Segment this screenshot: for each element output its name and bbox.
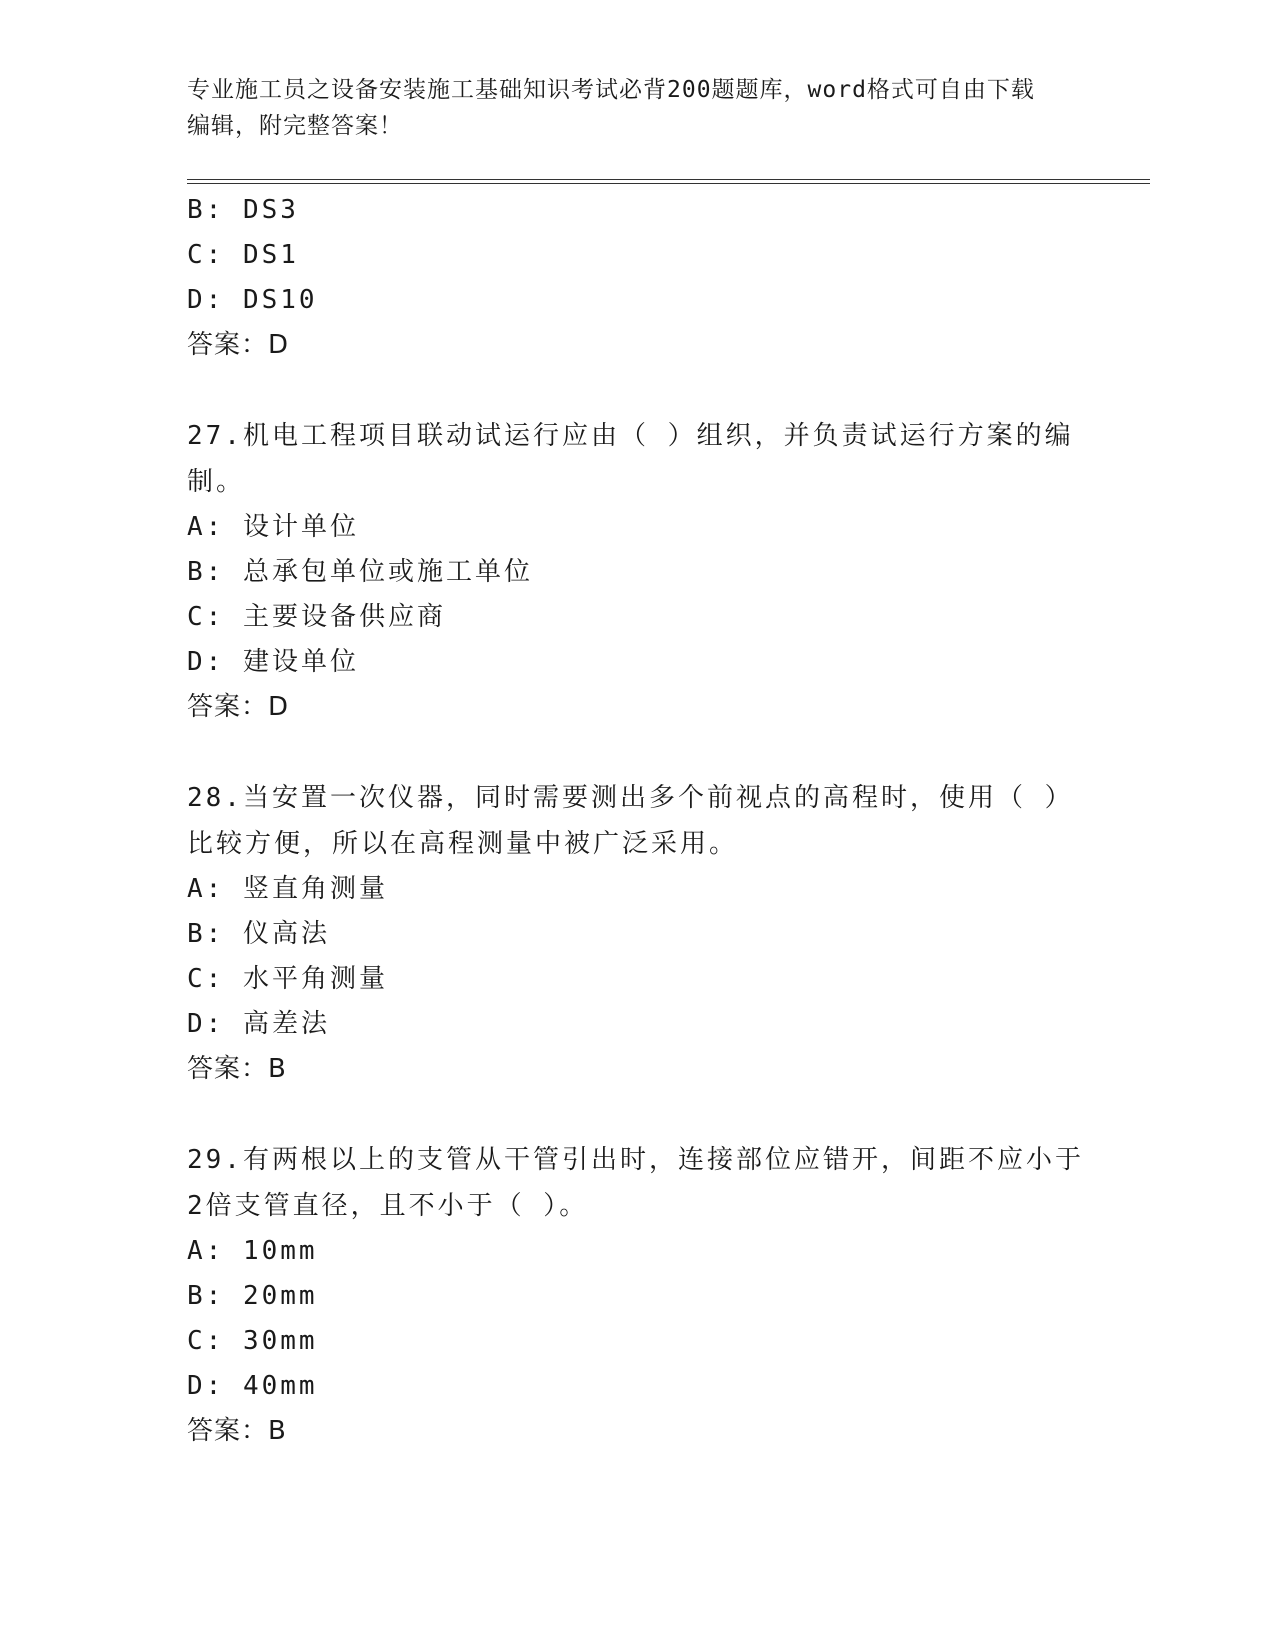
option-b: B: 仪高法 (187, 919, 330, 949)
option-c: C: 主要设备供应商 (187, 602, 446, 632)
option-d: D: 建设单位 (187, 647, 359, 677)
option-b: B: 20mm (187, 1281, 318, 1311)
answer-line: 答案：D (187, 692, 290, 722)
document-header (187, 72, 1087, 144)
question-stem-line2: 2倍支管直径，且不小于（ ）。 (187, 1191, 589, 1221)
header-title-line2: 编辑，附完整答案！ (187, 113, 403, 139)
option-a: A: 设计单位 (187, 512, 359, 542)
option-d: D: 40mm (187, 1371, 318, 1401)
question-stem-line1: 27.机电工程项目联动试运行应由（ ）组织，并负责试运行方案的编 (187, 421, 1074, 451)
question-29 (187, 1137, 1087, 1454)
option-d: D: DS10 (187, 285, 318, 315)
option-c: C: 水平角测量 (187, 964, 388, 994)
answer-line: 答案：D (187, 330, 290, 360)
question-list (187, 188, 1087, 1499)
answer-line: 答案：B (187, 1054, 287, 1084)
question-stem-line2: 比较方便，所以在高程测量中被广泛采用。 (187, 829, 739, 859)
question-stem-line1: 29.有两根以上的支管从干管引出时，连接部位应错开，间距不应小于 (187, 1145, 1084, 1175)
header-title-line1: 专业施工员之设备安装施工基础知识考试必背200题题库，word格式可自由下载 (187, 77, 1035, 103)
option-c: C: DS1 (187, 240, 299, 270)
option-d: D: 高差法 (187, 1009, 330, 1039)
option-b: B: 总承包单位或施工单位 (187, 557, 533, 587)
header-divider-top (187, 179, 1150, 180)
option-a: A: 10mm (187, 1236, 318, 1266)
option-b: B: DS3 (187, 195, 299, 225)
option-a: A: 竖直角测量 (187, 874, 388, 904)
question-stem-line1: 28.当安置一次仪器，同时需要测出多个前视点的高程时，使用（ ） (187, 783, 1074, 813)
question-27 (187, 413, 1087, 730)
option-c: C: 30mm (187, 1326, 318, 1356)
header-divider-bottom (187, 183, 1150, 184)
question-stem-line2: 制。 (187, 467, 246, 497)
question-partial (187, 188, 1087, 368)
answer-line: 答案：B (187, 1416, 287, 1446)
question-28 (187, 775, 1087, 1092)
